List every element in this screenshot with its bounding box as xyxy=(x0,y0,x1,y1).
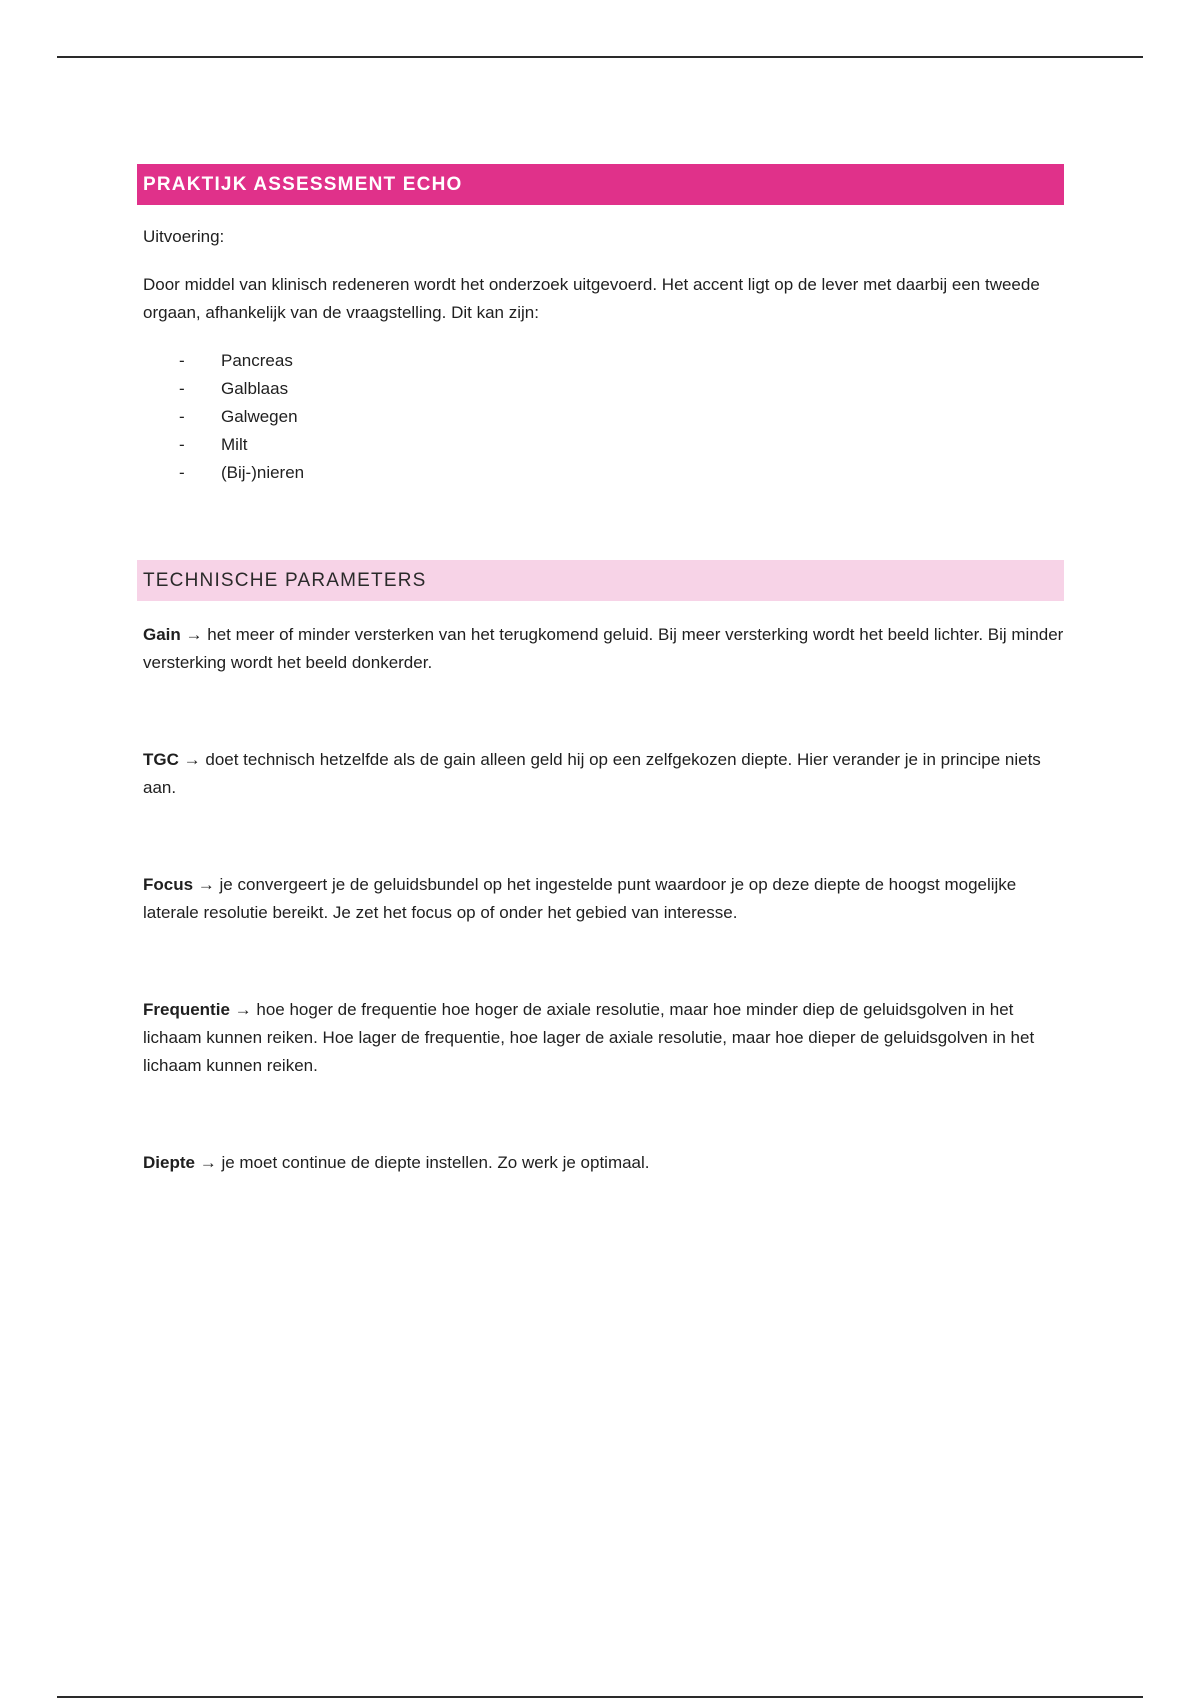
param-term: Gain xyxy=(143,625,181,644)
param-description: doet technisch hetzelfde als de gain alleen geld hij op een zelfgekozen diepte. Hier verander je in principe niets aan. xyxy=(143,750,1041,797)
param-description: het meer of minder versterken van het terugkomend geluid. Bij meer versterking wordt het beeld lichter. Bij minder versterking wordt het beeld donkerder. xyxy=(143,625,1064,672)
document-body xyxy=(137,164,1064,1177)
arrow-icon: → xyxy=(234,1000,252,1019)
intro-paragraph: Door middel van klinisch redeneren wordt het onderzoek uitgevoerd. Het accent ligt op de lever met daarbij een tweede orgaan, afhankelijk van de vraagstelling. Dit kan zijn: xyxy=(143,275,1040,322)
list-item xyxy=(137,431,1064,459)
param-gain xyxy=(137,621,1064,677)
list-item xyxy=(137,459,1064,487)
list-item-label: Milt xyxy=(221,435,248,454)
param-term: Frequentie xyxy=(143,1000,230,1019)
param-description: je moet continue de diepte instellen. Zo werk je optimaal. xyxy=(221,1153,650,1172)
list-marker: - xyxy=(179,407,185,426)
param-diepte xyxy=(137,1149,1064,1177)
list-item xyxy=(137,403,1064,431)
param-term: TGC xyxy=(143,750,179,769)
list-marker: - xyxy=(179,435,185,454)
arrow-icon: → xyxy=(185,625,203,644)
param-term: Diepte xyxy=(143,1153,195,1172)
param-term: Focus xyxy=(143,875,194,894)
arrow-icon: → xyxy=(183,750,201,769)
organ-list xyxy=(137,347,1064,487)
section-title-technische-parameters: TECHNISCHE PARAMETERS xyxy=(137,560,1064,601)
header-rule xyxy=(57,56,1143,58)
list-item xyxy=(137,347,1064,375)
param-frequentie xyxy=(137,996,1064,1080)
list-marker: - xyxy=(179,379,185,398)
param-tgc xyxy=(137,746,1064,802)
param-description: hoe hoger de frequentie hoe hoger de axiale resolutie, maar hoe minder diep de geluidsgolven in het lichaam kunnen reiken. Hoe lager de frequentie, hoe lager de axiale resolutie, maar hoe dieper de geluidsgolven in het lichaam kunnen reiken. xyxy=(143,1000,1035,1075)
uitvoering-label: Uitvoering: xyxy=(143,227,225,246)
list-item xyxy=(137,375,1064,403)
param-description: je convergeert je de geluidsbundel op het ingestelde punt waardoor je op deze diepte de hoogst mogelijke laterale resolutie bereikt. Je zet het focus op of onder het gebied van interesse. xyxy=(143,875,1017,922)
list-marker: - xyxy=(179,463,185,482)
list-item-label: Galblaas xyxy=(221,379,289,398)
arrow-icon: → xyxy=(199,1153,217,1172)
param-focus xyxy=(137,871,1064,927)
list-item-label: (Bij-)nieren xyxy=(221,463,305,482)
list-item-label: Pancreas xyxy=(221,351,293,370)
footer-rule xyxy=(57,1696,1143,1698)
section-title-praktijk-assessment: PRAKTIJK ASSESSMENT ECHO xyxy=(137,164,1064,205)
arrow-icon: → xyxy=(197,875,215,894)
list-marker: - xyxy=(179,351,185,370)
list-item-label: Galwegen xyxy=(221,407,298,426)
